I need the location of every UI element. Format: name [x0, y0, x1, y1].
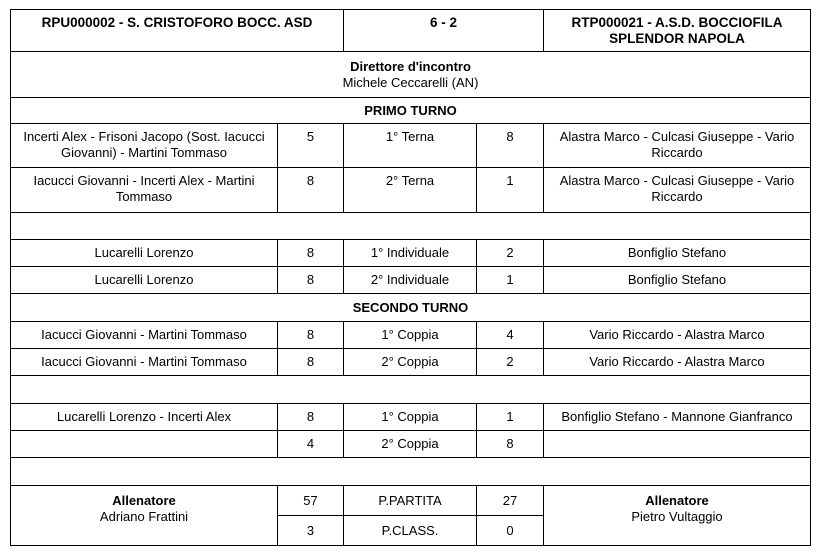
away-players: Vario Riccardo - Alastra Marco [589, 354, 765, 369]
home-score-cell [277, 239, 344, 267]
away-players-cell [543, 239, 811, 267]
game-type: 2° Coppia [381, 436, 439, 451]
secondo-turno-title [10, 293, 811, 322]
home-players: Lucarelli Lorenzo [94, 272, 194, 287]
away-players-cell [543, 321, 811, 349]
away-players-cell [543, 348, 811, 376]
game-type: 2° Individuale [370, 272, 450, 287]
table-row-home-player [10, 167, 278, 213]
away-score: 4 [506, 327, 514, 342]
game-type: 1° Terna [385, 129, 435, 144]
spacer-row [10, 375, 811, 404]
game-type-cell [343, 430, 477, 458]
class-home: 3 [306, 522, 315, 538]
away-score: 8 [506, 129, 514, 144]
away-players-cell [543, 167, 811, 213]
section-title: PRIMO TURNO [364, 102, 457, 118]
home-players: Iacucci Giovanni - Incerti Alex - Martini Tommaso [33, 173, 255, 204]
match-score: 6 - 2 [429, 15, 457, 30]
game-type: 1° Coppia [381, 327, 439, 342]
away-players: Bonfiglio Stefano - Mannone Gianfranco [561, 409, 793, 424]
table-row-home-player [10, 266, 278, 294]
table-row-home-player [10, 430, 278, 458]
away-coach-name: Pietro Vultaggio [631, 509, 723, 524]
home-score: 4 [306, 436, 315, 451]
away-score: 1 [506, 173, 514, 188]
away-players-cell [543, 403, 811, 431]
primo-turno-title [10, 97, 811, 124]
score-header [343, 9, 544, 52]
partita-away: 27 [502, 492, 518, 508]
director-name: Michele Ceccarelli (AN) [342, 74, 479, 90]
match-report-table [10, 9, 811, 546]
spacer-row [10, 212, 811, 240]
partita-away-cell [476, 485, 544, 516]
home-score: 8 [306, 409, 315, 424]
away-players: Vario Riccardo - Alastra Marco [589, 327, 765, 342]
away-players: Bonfiglio Stefano [627, 272, 727, 287]
home-players: Iacucci Giovanni - Martini Tommaso [41, 354, 247, 369]
home-coach-block [10, 485, 278, 546]
home-score: 5 [306, 129, 315, 144]
home-score: 8 [306, 272, 315, 287]
away-score: 2 [506, 354, 514, 369]
away-score: 1 [506, 272, 514, 287]
class-label-cell [343, 515, 477, 546]
away-coach-block [543, 485, 811, 546]
home-players: Incerti Alex - Frisoni Jacopo (Sost. Iacucci Giovanni) - Martini Tommaso [23, 129, 265, 160]
game-type-cell [343, 348, 477, 376]
table-row-home-player [10, 123, 278, 168]
home-score-cell [277, 167, 344, 213]
class-away-cell [476, 515, 544, 546]
table-row-home-player [10, 403, 278, 431]
director-title: Direttore d'incontro [350, 58, 471, 74]
away-team-header [543, 9, 811, 52]
away-score: 2 [506, 245, 514, 260]
away-score-cell [476, 430, 544, 458]
away-score-cell [476, 348, 544, 376]
home-score: 8 [306, 173, 315, 188]
table-row-home-player [10, 239, 278, 267]
class-away: 0 [506, 522, 514, 538]
partita-label-cell [343, 485, 477, 516]
table-row-home-player [10, 348, 278, 376]
game-type: 2° Coppia [381, 354, 439, 369]
game-type-cell [343, 239, 477, 267]
class-label: P.CLASS. [381, 522, 439, 538]
partita-label: P.PARTITA [378, 492, 442, 508]
partita-home: 57 [303, 492, 318, 508]
game-type: 1° Coppia [381, 409, 439, 424]
away-players: Bonfiglio Stefano [627, 245, 727, 260]
director-block [10, 51, 811, 98]
game-type: 2° Terna [385, 173, 435, 188]
table-row-home-player [10, 321, 278, 349]
away-players: Alastra Marco - Culcasi Giuseppe - Vario Riccardo [559, 129, 795, 160]
away-score-cell [476, 239, 544, 267]
away-score: 1 [506, 409, 514, 424]
game-type-cell [343, 266, 477, 294]
home-score: 8 [306, 327, 315, 342]
away-team-name: RTP000021 - A.S.D. BOCCIOFILA SPLENDOR NAPOLA [571, 15, 783, 46]
home-score-cell [277, 321, 344, 349]
away-score-cell [476, 266, 544, 294]
home-team-name: RPU000002 - S. CRISTOFORO BOCC. ASD [41, 15, 313, 30]
away-score-cell [476, 167, 544, 213]
game-type-cell [343, 167, 477, 213]
class-home-cell [277, 515, 344, 546]
away-coach-label: Allenatore [645, 493, 709, 508]
home-score-cell [277, 403, 344, 431]
game-type: 1° Individuale [370, 245, 450, 260]
game-type-cell [343, 403, 477, 431]
home-score: 8 [306, 354, 315, 369]
home-score-cell [277, 266, 344, 294]
away-score: 8 [506, 436, 514, 451]
home-team-header [10, 9, 344, 52]
home-score: 8 [306, 245, 315, 260]
home-coach-label: Allenatore [112, 493, 176, 508]
away-score-cell [476, 321, 544, 349]
home-players: Lucarelli Lorenzo [94, 245, 194, 260]
away-players-cell [543, 430, 811, 458]
away-score-cell [476, 403, 544, 431]
home-score-cell [277, 123, 344, 168]
away-players: Alastra Marco - Culcasi Giuseppe - Vario Riccardo [559, 173, 795, 204]
spacer-row [10, 457, 811, 486]
home-coach-name: Adriano Frattini [99, 509, 189, 524]
home-players: Iacucci Giovanni - Martini Tommaso [41, 327, 247, 342]
home-players: Lucarelli Lorenzo - Incerti Alex [56, 409, 232, 424]
partita-home-cell [277, 485, 344, 516]
away-players-cell [543, 266, 811, 294]
section-title: SECONDO TURNO [352, 299, 469, 315]
home-score-cell [277, 430, 344, 458]
game-type-cell [343, 321, 477, 349]
away-players-cell [543, 123, 811, 168]
home-score-cell [277, 348, 344, 376]
away-score-cell [476, 123, 544, 168]
game-type-cell [343, 123, 477, 168]
